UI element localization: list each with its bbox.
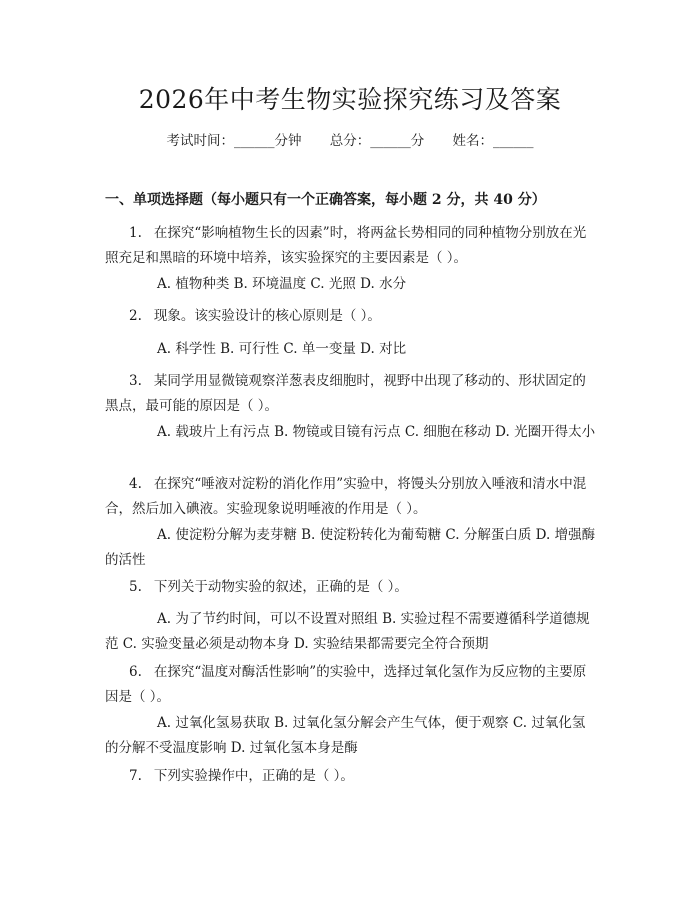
exam-time-field: 考试时间：______分钟	[166, 133, 302, 149]
question-3	[105, 369, 598, 419]
exam-meta	[0, 131, 700, 151]
total-score-field: 总分：______分	[329, 133, 425, 149]
page-title: 2026年中考生物实验探究练习及答案	[138, 85, 562, 114]
student-name-field: 姓名：______	[452, 133, 534, 149]
question-number: 4.	[129, 476, 142, 492]
question-5-options: A. 为了节约时间，可以不设置对照组 B. 实验过程不需要遵循科学道德规范 C. 实验变量必须是动物本身 D. 实验结果都需要完全符合预期	[105, 611, 590, 652]
question-text: 下列关于动物实验的叙述，正确的是（ ）。	[153, 579, 408, 595]
question-number: 2.	[129, 308, 142, 324]
question-number: 6.	[129, 664, 142, 680]
question-number: 7.	[129, 768, 142, 784]
question-text: 在探究“温度对酶活性影响”的实验中，选择过氧化氢作为反应物的主要原因是（ ）。	[105, 664, 587, 705]
question-5	[105, 575, 598, 600]
question-text: 某同学用显微镜观察洋葱表皮细胞时，视野中出现了移动的、形状固定的黑点，最可能的原因是（ ）。	[105, 373, 586, 414]
question-3-options: A. 载玻片上有污点 B. 物镜或目镜有污点 C. 细胞在移动 D. 光圈开得太小	[157, 424, 596, 440]
question-text: 现象。该实验设计的核心原则是（ ）。	[153, 308, 381, 324]
question-7	[105, 764, 598, 789]
question-1-options: A. 植物种类 B. 环境温度 C. 光照 D. 水分	[157, 276, 407, 292]
question-number: 5.	[129, 579, 142, 595]
question-number: 3.	[129, 373, 142, 389]
question-4	[105, 472, 598, 522]
question-2-options: A. 科学性 B. 可行性 C. 单一变量 D. 对比	[157, 341, 407, 357]
question-number: 1.	[129, 225, 142, 241]
question-6	[105, 660, 598, 710]
question-4-options: A. 使淀粉分解为麦芽糖 B. 使淀粉转化为葡萄糖 C. 分解蛋白质 D. 增强酶的活性	[105, 527, 596, 568]
section-heading: 一、单项选择题（每小题只有一个正确答案，每小题 2 分，共 40 分）	[105, 192, 546, 208]
question-text: 下列实验操作中，正确的是（ ）。	[153, 768, 354, 784]
question-1	[105, 221, 598, 271]
question-text: 在探究“唾液对淀粉的消化作用”实验中，将馒头分别放入唾液和清水中混合，然后加入碘液。实验现象说明唾液的作用是（ ）。	[105, 476, 587, 517]
question-2	[105, 304, 598, 329]
question-6-options: A. 过氧化氢易获取 B. 过氧化氢分解会产生气体，便于观察 C. 过氧化氢的分解不受温度影响 D. 过氧化氢本身是酶	[105, 715, 586, 756]
question-text: 在探究“影响植物生长的因素”时，将两盆长势相同的同种植物分别放在光照充足和黑暗的环境中培养，该实验探究的主要因素是（ ）。	[105, 225, 587, 266]
